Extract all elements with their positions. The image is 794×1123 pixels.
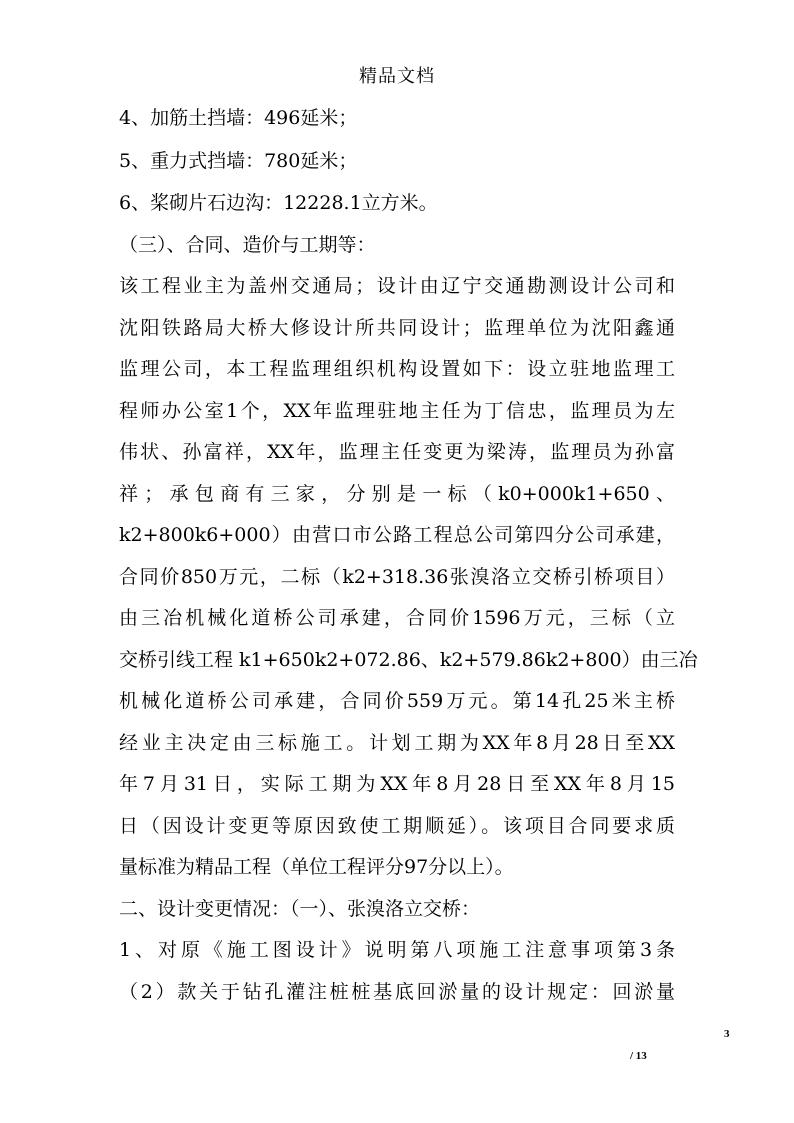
text-line: 1、对原《施工图设计》说明第八项施工注意事项第3条	[119, 939, 675, 961]
text-line: 合同价850万元，二标（k2+318.36张溴洛立交桥引桥项目）	[119, 566, 675, 588]
text-line: 该工程业主为盖州交通局；设计由辽宁交通勘测设计公司和	[119, 275, 675, 297]
page-total: / 13	[630, 1050, 647, 1062]
text-line: 5、重力式挡墙：780延米；	[119, 150, 358, 172]
text-line: 量标准为精品工程（单位工程评分97分以上）。	[119, 856, 514, 878]
text-line: 程师办公室1个，XX年监理驻地主任为丁信忠，监理员为左	[119, 400, 675, 422]
text-line: 机械化道桥公司承建，合同价559万元。第14孔25米主桥	[119, 690, 675, 712]
text-line: 祥；承包商有三家，分别是一标（k0+000k1+650、	[119, 483, 675, 505]
text-line: k2+800k6+000）由营口市公路工程总公司第四分公司承建，	[119, 524, 675, 546]
text-line: 4、加筋土挡墙：496延米；	[119, 107, 358, 129]
text-line: 年7月31日，实际工期为XX年8月28日至XX年8月15	[119, 773, 675, 795]
text-line: 6、桨砌片石边沟：12228.1立方米。	[119, 192, 438, 214]
page-number: 3	[724, 1028, 730, 1040]
section-heading: （三）、合同、造价与工期等：	[119, 234, 376, 256]
text-line: 监理公司，本工程监理组织机构设置如下：设立驻地监理工	[119, 358, 675, 380]
text-line: 伟状、孙富祥，XX年，监理主任变更为梁涛，监理员为孙富	[119, 441, 675, 463]
text-line: （2）款关于钻孔灌注桩桩基底回淤量的设计规定：回淤量	[119, 981, 675, 1003]
text-line: 交桥引线工程 k1+650k2+072.86、k2+579.86k2+800）由三冶	[119, 649, 698, 671]
text-line: 经业主决定由三标施工。计划工期为XX年8月28日至XX	[119, 732, 675, 754]
section-heading: 二、设计变更情况：（一）、张溴洛立交桥：	[119, 898, 481, 920]
text-line: 由三冶机械化道桥公司承建，合同价1596万元，三标（立	[119, 607, 675, 629]
text-line: 日（因设计变更等原因致使工期顺延）。该项目合同要求质	[119, 815, 675, 837]
page-header-title: 精品文档	[359, 66, 435, 87]
text-line: 沈阳铁路局大桥大修设计所共同设计；监理单位为沈阳鑫通	[119, 317, 675, 339]
